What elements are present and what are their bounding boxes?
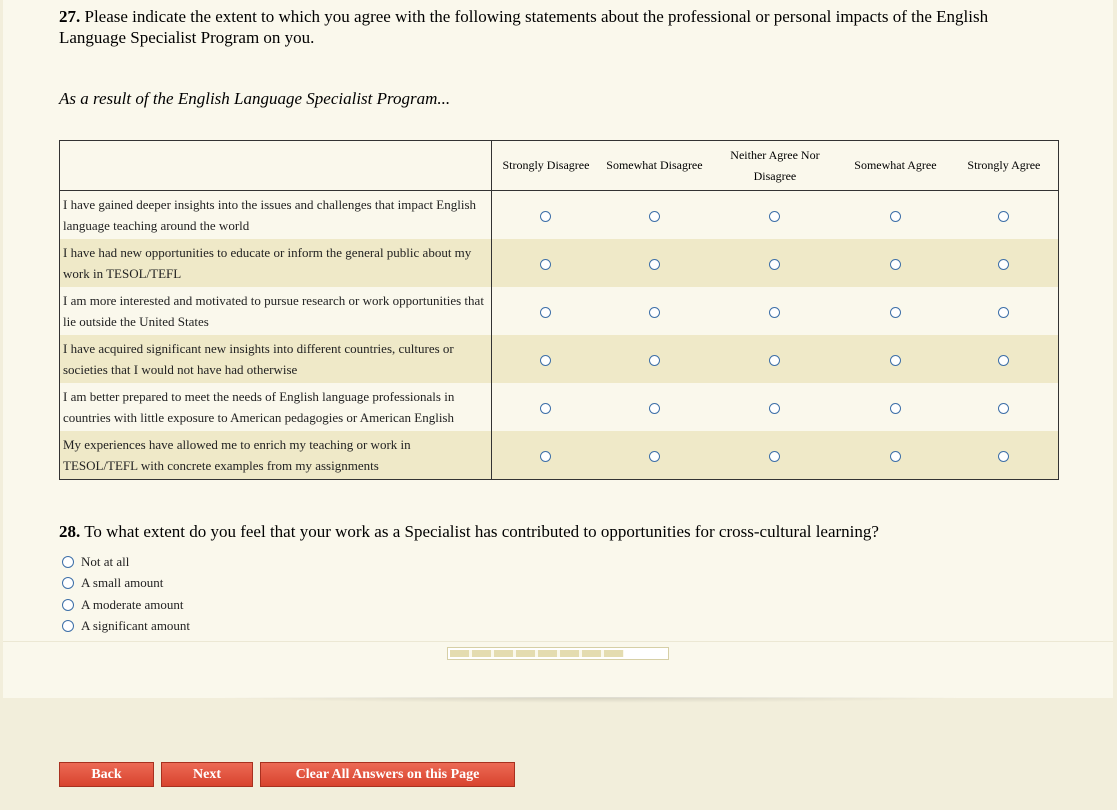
radio-button[interactable] bbox=[890, 259, 901, 270]
radio-button[interactable] bbox=[540, 307, 551, 318]
statement-label: I have acquired significant new insights into different countries, cultures or societies that I would not have had otherwise bbox=[60, 335, 492, 383]
option-label: A significant amount bbox=[81, 618, 191, 634]
radio-button[interactable] bbox=[649, 451, 660, 462]
matrix-cell[interactable] bbox=[950, 191, 1059, 240]
matrix-cell[interactable] bbox=[491, 287, 600, 335]
radio-button[interactable] bbox=[649, 259, 660, 270]
question-28 bbox=[59, 521, 1059, 542]
radio-button[interactable] bbox=[649, 355, 660, 366]
question-28-number: 28. bbox=[59, 522, 81, 541]
matrix-row bbox=[60, 191, 1059, 240]
option-not-at-all[interactable] bbox=[62, 551, 190, 573]
radio-button[interactable] bbox=[998, 211, 1009, 222]
matrix-cell[interactable] bbox=[600, 191, 709, 240]
radio-button[interactable] bbox=[890, 403, 901, 414]
matrix-cell[interactable] bbox=[600, 239, 709, 287]
column-header: Somewhat Disagree bbox=[600, 141, 709, 191]
radio-button[interactable] bbox=[769, 211, 780, 222]
question-27 bbox=[59, 6, 1059, 48]
matrix-cell[interactable] bbox=[491, 191, 600, 240]
matrix-cell[interactable] bbox=[491, 431, 600, 480]
progress-bar-fill bbox=[450, 650, 624, 657]
agreement-matrix bbox=[59, 140, 1059, 480]
question-27-subtitle: As a result of the English Language Specialist Program... bbox=[59, 89, 451, 108]
radio-button[interactable] bbox=[62, 577, 74, 589]
matrix-cell[interactable] bbox=[841, 287, 950, 335]
clear-answers-button[interactable]: Clear All Answers on this Page bbox=[260, 762, 515, 787]
back-button[interactable]: Back bbox=[59, 762, 154, 787]
matrix-cell[interactable] bbox=[841, 335, 950, 383]
option-label: Not at all bbox=[81, 553, 130, 569]
matrix-cell[interactable] bbox=[491, 383, 600, 431]
matrix-row bbox=[60, 287, 1059, 335]
matrix-cell[interactable] bbox=[709, 431, 841, 480]
radio-button[interactable] bbox=[998, 451, 1009, 462]
matrix-cell[interactable] bbox=[491, 335, 600, 383]
option-significant-amount[interactable] bbox=[62, 616, 190, 638]
radio-button[interactable] bbox=[769, 355, 780, 366]
statement-label: I have had new opportunities to educate or inform the general public about my work in TESOL/TEFL bbox=[60, 239, 492, 287]
matrix-cell[interactable] bbox=[950, 383, 1059, 431]
radio-button[interactable] bbox=[769, 259, 780, 270]
question-27-text: Please indicate the extent to which you agree with the following statements about the professional or personal impacts of the English Language Specialist Program on you. bbox=[59, 7, 989, 47]
option-moderate-amount[interactable] bbox=[62, 594, 190, 616]
matrix-cell[interactable] bbox=[709, 335, 841, 383]
radio-button[interactable] bbox=[540, 355, 551, 366]
radio-button[interactable] bbox=[540, 451, 551, 462]
radio-button[interactable] bbox=[540, 211, 551, 222]
matrix-row bbox=[60, 383, 1059, 431]
radio-button[interactable] bbox=[649, 403, 660, 414]
matrix-corner bbox=[60, 141, 492, 191]
matrix-cell[interactable] bbox=[600, 287, 709, 335]
radio-button[interactable] bbox=[998, 259, 1009, 270]
statement-label: I have gained deeper insights into the issues and challenges that impact English language teaching around the world bbox=[60, 191, 492, 240]
divider bbox=[3, 641, 1113, 642]
radio-button[interactable] bbox=[998, 403, 1009, 414]
matrix-cell[interactable] bbox=[950, 287, 1059, 335]
matrix-cell[interactable] bbox=[841, 383, 950, 431]
panel-shadow bbox=[210, 697, 970, 703]
matrix-cell[interactable] bbox=[600, 383, 709, 431]
option-label: A moderate amount bbox=[81, 596, 184, 612]
column-header: Strongly Disagree bbox=[491, 141, 600, 191]
progress-bar bbox=[447, 647, 669, 660]
radio-button[interactable] bbox=[890, 355, 901, 366]
matrix-cell[interactable] bbox=[841, 191, 950, 240]
column-header: Neither Agree Nor Disagree bbox=[709, 141, 841, 191]
radio-button[interactable] bbox=[769, 403, 780, 414]
column-header: Somewhat Agree bbox=[841, 141, 950, 191]
matrix-header-row bbox=[60, 141, 1059, 191]
radio-button[interactable] bbox=[890, 211, 901, 222]
matrix-cell[interactable] bbox=[841, 431, 950, 480]
matrix-row bbox=[60, 335, 1059, 383]
radio-button[interactable] bbox=[998, 355, 1009, 366]
matrix-cell[interactable] bbox=[841, 239, 950, 287]
radio-button[interactable] bbox=[649, 211, 660, 222]
radio-button[interactable] bbox=[62, 620, 74, 632]
radio-button[interactable] bbox=[998, 307, 1009, 318]
radio-button[interactable] bbox=[769, 451, 780, 462]
matrix-cell[interactable] bbox=[950, 239, 1059, 287]
matrix-row bbox=[60, 239, 1059, 287]
radio-button[interactable] bbox=[890, 307, 901, 318]
matrix-cell[interactable] bbox=[600, 335, 709, 383]
matrix-row bbox=[60, 431, 1059, 480]
radio-button[interactable] bbox=[890, 451, 901, 462]
next-button[interactable]: Next bbox=[161, 762, 253, 787]
option-label: A small amount bbox=[81, 575, 164, 591]
matrix-cell[interactable] bbox=[709, 383, 841, 431]
radio-button[interactable] bbox=[649, 307, 660, 318]
matrix-cell[interactable] bbox=[709, 191, 841, 240]
radio-button[interactable] bbox=[540, 259, 551, 270]
matrix-cell[interactable] bbox=[950, 335, 1059, 383]
matrix-cell[interactable] bbox=[950, 431, 1059, 480]
question-28-text: To what extent do you feel that your work as a Specialist has contributed to opportunities for cross-cultural learning? bbox=[80, 522, 879, 541]
question-27-number: 27. bbox=[59, 7, 81, 26]
option-small-amount[interactable] bbox=[62, 573, 190, 595]
question-28-options bbox=[62, 551, 190, 637]
matrix-cell[interactable] bbox=[709, 287, 841, 335]
statement-label: I am better prepared to meet the needs of English language professionals in countries with little exposure to American pedagogies or American English bbox=[60, 383, 492, 431]
radio-button[interactable] bbox=[769, 307, 780, 318]
matrix-cell[interactable] bbox=[600, 431, 709, 480]
matrix-cell[interactable] bbox=[491, 239, 600, 287]
radio-button[interactable] bbox=[62, 556, 74, 568]
statement-label: My experiences have allowed me to enrich my teaching or work in TESOL/TEFL with concrete examples from my assignments bbox=[60, 431, 492, 480]
radio-button[interactable] bbox=[540, 403, 551, 414]
matrix-cell[interactable] bbox=[709, 239, 841, 287]
column-header: Strongly Agree bbox=[950, 141, 1059, 191]
radio-button[interactable] bbox=[62, 599, 74, 611]
statement-label: I am more interested and motivated to pursue research or work opportunities that lie outside the United States bbox=[60, 287, 492, 335]
